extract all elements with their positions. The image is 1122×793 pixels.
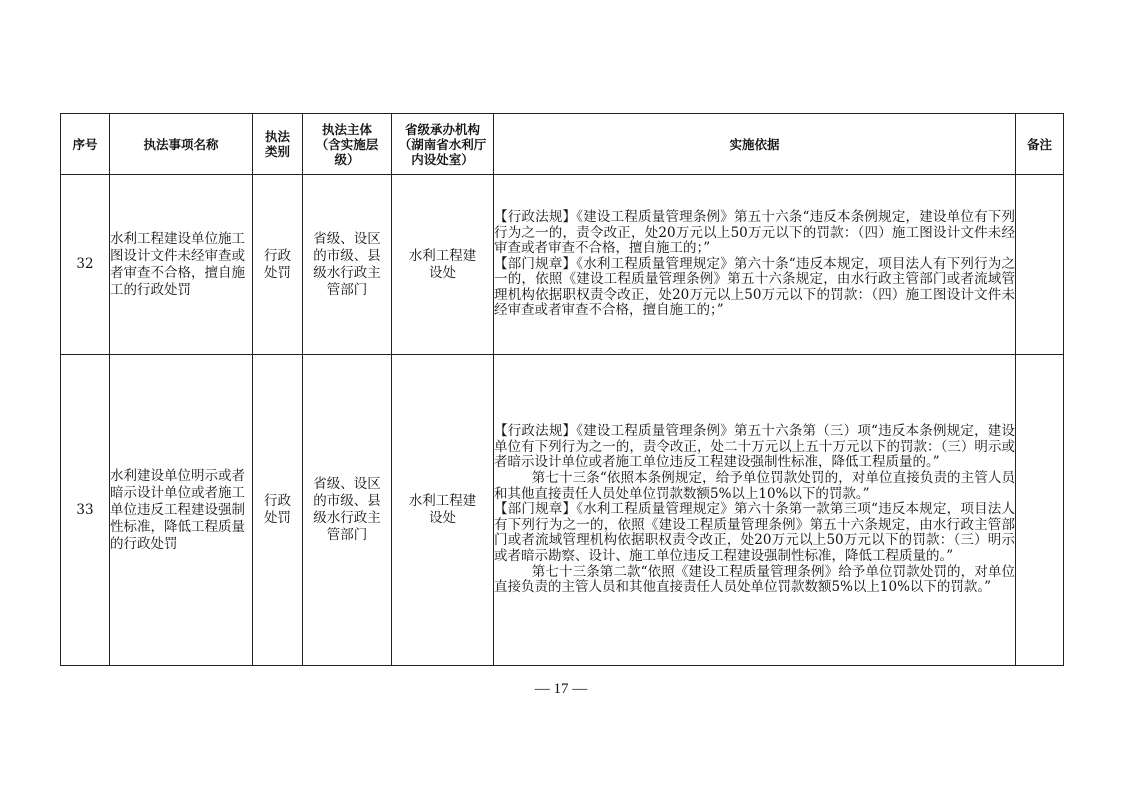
enforcement-table <box>60 113 1064 666</box>
row-seq: 32 <box>61 175 110 355</box>
basis-paragraph: 【部门规章】《水利工程质量管理规定》第六十条“违反本规定，项目法人有下列行为之一的，依照《建设工程质量管理条例》第五十六条规定，由水行政主管部门或者流域管理机构依据职权责令改正，处20万元以上50万元以下的罚款：（四）施工图设计文件未经审查或者审查不合格，擅自施工的；” <box>494 255 1015 319</box>
basis-paragraph: 第七十三条第二款“依照《建设工程质量管理条例》给予单位罚款处罚的，对单位直接负责的主管人员和其他直接责任人员处单位罚款数额5%以上10%以下的罚款。” <box>494 563 1015 596</box>
table-row <box>61 355 1064 666</box>
header-seq: 序号 <box>61 114 110 175</box>
header-agency: 省级承办机构（湖南省水利厅内设处室） <box>392 114 494 175</box>
row-remark <box>1016 355 1064 666</box>
row-agency: 水利工程建设处 <box>392 175 494 355</box>
row-agency: 水利工程建设处 <box>392 355 494 666</box>
header-name: 执法事项名称 <box>110 114 253 175</box>
row-category: 行政处罚 <box>253 175 303 355</box>
table-row <box>61 175 1064 355</box>
row-category: 行政处罚 <box>253 355 303 666</box>
row-subject: 省级、设区的市级、县级水行政主管部门 <box>303 175 392 355</box>
header-subject: 执法主体（含实施层级） <box>303 114 392 175</box>
row-basis <box>494 355 1016 666</box>
row-item-name: 水利工程建设单位施工图设计文件未经审查或者审查不合格，擅自施工的行政处罚 <box>110 175 253 355</box>
basis-paragraph: 【部门规章】《水利工程质量管理规定》第六十条第一款第三项“违反本规定，项目法人有下列行为之一的，依照《建设工程质量管理条例》第五十六条规定，由水行政主管部门或者流域管理机构依据职权责令改正，处20万元以上50万元以下的罚款：（三）明示或者暗示勘察、设计、施工单位违反工程建设强制性标准，降低工程质量的。” <box>494 501 1015 564</box>
row-subject: 省级、设区的市级、县级水行政主管部门 <box>303 355 392 666</box>
row-basis <box>494 175 1016 355</box>
header-category: 执法类别 <box>253 114 303 175</box>
row-remark <box>1016 175 1064 355</box>
basis-paragraph: 第七十三条“依照本条例规定，给予单位罚款处罚的，对单位直接负责的主管人员和其他直接责任人员处单位罚款数额5%以上10%以下的罚款。” <box>494 470 1015 502</box>
header-row <box>61 114 1064 175</box>
header-remark: 备注 <box>1016 114 1064 175</box>
page-number: — 17 — <box>534 681 588 697</box>
row-item-name: 水利建设单位明示或者暗示设计单位或者施工单位违反工程建设强制性标准，降低工程质量的行政处罚 <box>110 355 253 666</box>
basis-paragraph: 【行政法规】《建设工程质量管理条例》第五十六条第（三）项“违反本条例规定，建设单位有下列行为之一的，责令改正，处二十万元以上五十万元以下的罚款：（三）明示或者暗示设计单位或者施工单位违反工程建设强制性标准，降低工程质量的。” <box>494 423 1015 471</box>
header-basis: 实施依据 <box>494 114 1016 175</box>
row-seq: 33 <box>61 355 110 666</box>
basis-paragraph: 【行政法规】《建设工程质量管理条例》第五十六条“违反本条例规定，建设单位有下列行为之一的，责令改正，处20万元以上50万元以下的罚款：（四）施工图设计文件未经审查或者审查不合格，擅自施工的；” <box>494 208 1015 257</box>
